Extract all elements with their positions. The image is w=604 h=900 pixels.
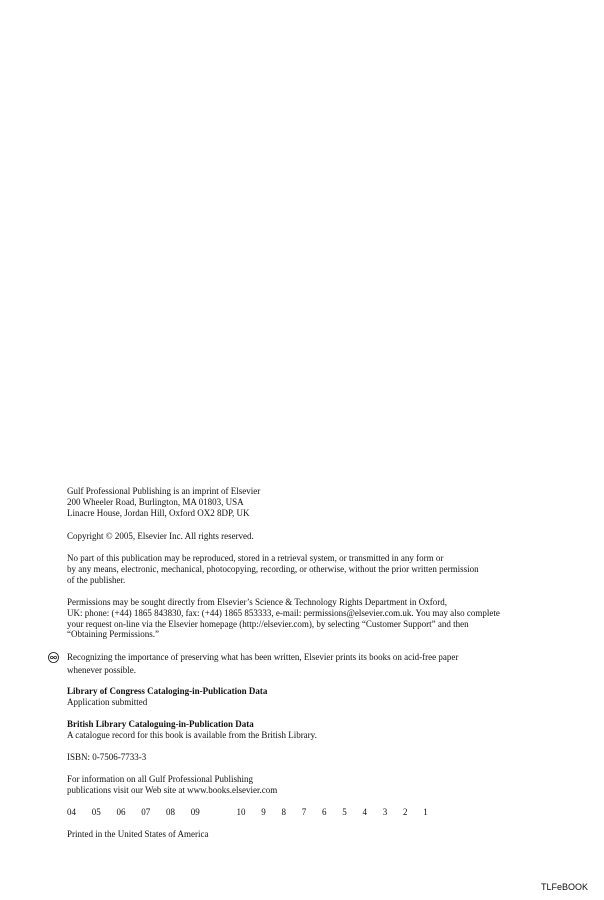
publisher-info-block [67, 774, 567, 796]
acid-free-paper-icon [48, 650, 59, 661]
acid-free-line-2: whenever possible. [67, 665, 136, 675]
imprint-address-block [67, 486, 567, 518]
reproduction-line-1: No part of this publication may be reproduced, stored in a retrieval system, or transmitted in any form or [67, 553, 444, 563]
reproduction-notice [67, 553, 567, 585]
info-line-2: publications visit our Web site at www.books.elsevier.com [67, 784, 278, 795]
permissions-line-2: UK: phone: (+44) 1865 843830, fax: (+44) 1865 853333, e-mail: permissions@elsevier.com.uk. You may also complete [67, 607, 500, 618]
uk-address-line: Linacre House, Jordan Hill, Oxford OX2 8DP, UK [67, 507, 250, 518]
permissions-line-3: your request on-line via the Elsevier homepage (http://elsevier.com), by selecting “Customer Support” and then [67, 618, 469, 629]
printer-key: 04 05 06 07 08 09 10 9 8 7 6 5 4 3 2 1 [67, 807, 428, 817]
printed-in-line: Printed in the United States of America [67, 829, 209, 839]
usa-address-line: 200 Wheeler Road, Burlington, MA 01803, USA [67, 496, 244, 507]
british-library-block [67, 719, 567, 741]
printed-in-block [67, 829, 567, 840]
bl-heading: British Library Cataloguing-in-Publication Data [67, 719, 254, 729]
permissions-notice [67, 597, 567, 640]
library-of-congress-block [67, 686, 567, 708]
acid-free-notice [67, 651, 567, 677]
permissions-line-4: “Obtaining Permissions.” [67, 629, 159, 640]
printer-key-line [67, 807, 567, 818]
isbn-block [67, 752, 567, 763]
acid-free-line-1: Recognizing the importance of preserving what has been written, Elsevier prints its books on acid-free paper [67, 652, 459, 662]
reproduction-line-2: by any means, electronic, mechanical, photocopying, recording, or otherwise, without the prior written permission [67, 563, 479, 574]
info-line-1: For information on all Gulf Professional Publishing [67, 774, 253, 784]
copyright-line: Copyright © 2005, Elsevier Inc. All rights reserved. [67, 531, 254, 541]
loc-text: Application submitted [67, 696, 148, 707]
isbn-line: ISBN: 0-7506-7733-3 [67, 752, 147, 762]
loc-heading: Library of Congress Cataloging-in-Publication Data [67, 686, 268, 696]
permissions-line-1: Permissions may be sought directly from Elsevier’s Science & Technology Rights Department in Oxford, [67, 597, 447, 607]
watermark-label: TLFeBOOK [540, 882, 588, 892]
imprint-line: Gulf Professional Publishing is an imprint of Elsevier [67, 486, 261, 496]
reproduction-line-3: of the publisher. [67, 574, 126, 585]
bl-text: A catalogue record for this book is available from the British Library. [67, 729, 317, 740]
copyright-notice [67, 531, 567, 542]
